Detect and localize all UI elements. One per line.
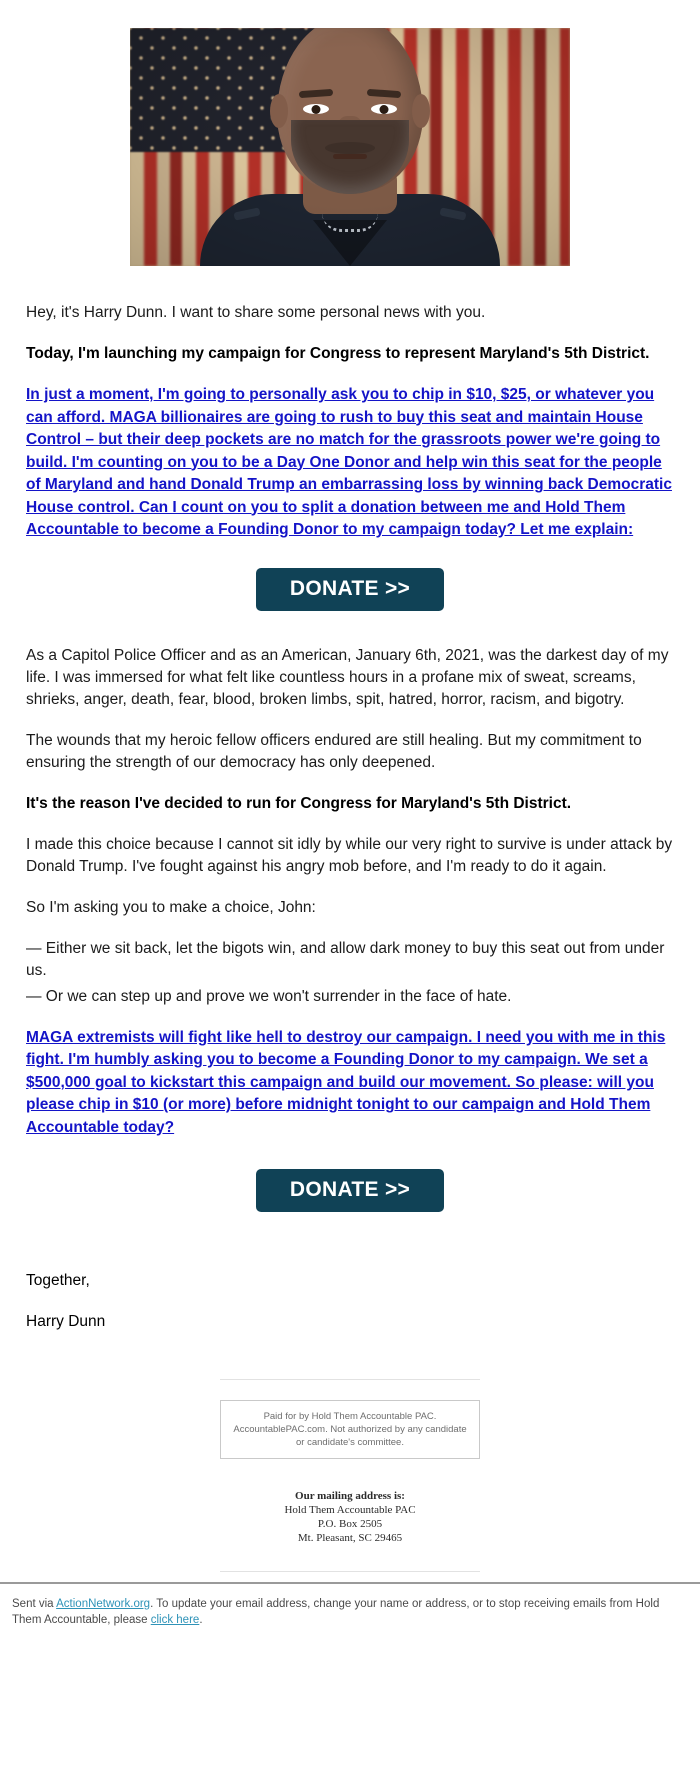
paid-for-disclaimer: Paid for by Hold Them Accountable PAC. AccountablePAC.com. Not authorized by any candidate or candidate's committee. [220,1400,480,1459]
footer-divider-top [220,1379,480,1380]
final-link-paragraph [26,1027,674,1140]
founding-donor-link[interactable]: MAGA extremists will fight like hell to destroy our campaign. I need you with me in this fight. I'm humbly asking you to become a Founding Donor to my campaign. We set a $500,000 goal to kickstart this campaign and build our movement. So please: will you please chip in $10 (or more) before midnight tonight to our campaign and Hold Them Accountable today? [26,1028,666,1136]
choice-paragraph: I made this choice because I cannot sit idly by while our very right to survive is under attack by Donald Trump. I've fought against his angry mob before, and I'm ready to do it again. [26,835,673,875]
donate-button-bottom[interactable]: DONATE >> [256,1169,444,1212]
email-footer [0,1379,700,1582]
donate-button-top[interactable]: DONATE >> [256,568,444,611]
sent-via-bar [0,1582,700,1644]
ask-link-paragraph [26,384,674,542]
option-two-paragraph: — Or we can step up and prove we won't surrender in the face of hate. [26,987,512,1005]
email-content [0,302,700,1333]
asking-choice-paragraph: So I'm asking you to make a choice, John: [26,898,316,916]
option-one-paragraph: — Either we sit back, let the bigots win, and allow dark money to buy this seat out from under us. [26,939,665,979]
greeting-paragraph: Hey, it's Harry Dunn. I want to share some personal news with you. [26,304,486,321]
wounds-paragraph: The wounds that my heroic fellow officers endured are still healing. But my commitment to ensuring the strength of our democracy has only deepened. [26,731,642,771]
signature-block [26,1270,674,1333]
footer-divider-bottom [220,1571,480,1572]
sent-prefix-text: Sent via [12,1598,57,1611]
ask-donation-link[interactable]: In just a moment, I'm going to personally ask you to chip in $10, $25, or whatever you can afford. MAGA billionaires are going to rush to buy this seat and maintain House Control – but their deep pockets are no match for the grassroots power we're going to build. I'm counting on you to be a Day One Donor and help win this seat for the people of Maryland and hand Donald Trump an embarrassing loss by winning back Democratic House control. Can I count on you to split a donation between me and Hold Them Accountable to become a Founding Donor to my campaign today? Let me explain: [26,386,672,538]
harry-dunn-portrait-photo [130,28,570,266]
photo-vignette [130,28,570,266]
donate-button-row-bottom [26,1169,674,1212]
hero-image-container [0,0,700,266]
mailing-address-line-1: Hold Them Accountable PAC [284,1504,416,1517]
unsubscribe-click-here-link[interactable]: click here [150,1614,200,1627]
mailing-address-title: Our mailing address is: [295,1490,405,1503]
sent-middle-text: . To update your email address, change your name or address, or to stop receiving emails from Hold Them Accountable, please [12,1598,660,1627]
mailing-address-line-3: Mt. Pleasant, SC 29465 [297,1532,403,1545]
donate-button-row-top [26,568,674,611]
closing-line: Together, [26,1272,90,1290]
signature-name: Harry Dunn [26,1313,106,1331]
reason-paragraph: It's the reason I've decided to run for Congress for Maryland's 5th District. [26,794,572,812]
sent-suffix-text: . [199,1614,203,1627]
actionnetwork-link[interactable]: ActionNetwork.org [56,1598,151,1611]
mailing-address-line-2: P.O. Box 2505 [317,1518,383,1531]
announcement-paragraph: Today, I'm launching my campaign for Congress to represent Maryland's 5th District. [26,345,650,362]
jan6-paragraph: As a Capitol Police Officer and as an American, January 6th, 2021, was the darkest day of my life. I was immersed for what felt like countless hours in a profane mix of sweat, screams, shrieks, anger, death, fear, blood, broken limbs, spit, hatred, horror, racism, and bigotry. [26,646,669,708]
mailing-address-block [0,1489,700,1545]
